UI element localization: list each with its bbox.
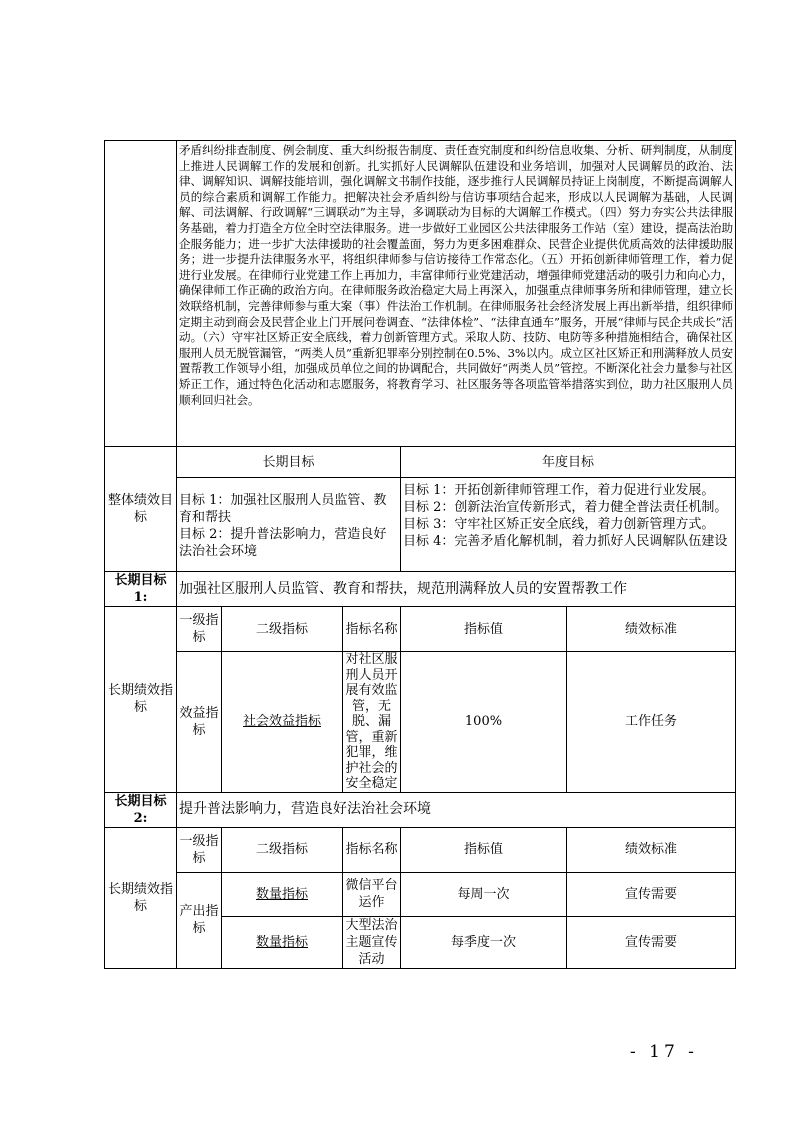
- header-level1: 一级指标: [177, 827, 222, 872]
- header-name: 指标名称: [343, 827, 401, 872]
- narrative-text: 矛盾纠纷排查制度、例会制度、重大纠纷报告制度、责任查究制度和纠纷信息收集、分析、研判制度，从制度上推进人民调解工作的发展和创新。扎实抓好人民调解队伍建设和业务培训，加强对人民调解员的政治、法律、调解知识、调解技能培训，强化调解文书制作技能，逐步推行人民调解员持证上岗制度，不断提高调解人员的综合素质和调解工作能力。把解决社会矛盾纠纷与信访事项结合起来，形成以人民调解为基础，人民调解、司法调解、行政调解“三调联动”为主导，多调联动为目标的大调解工作模式。（四）努力夯实公共法律服务基础，着力打造全方位全时空法律服务。进一步做好工业园区公共法律服务工作站（室）建设，提高法治助企服务能力；进一步扩大法律援助的社会覆盖面，努力为更多困难群众、民营企业提供优质高效的法律援助服务；进一步提升法律服务水平，将组织律师参与信访接待工作常态化。（五）开拓创新律师管理工作，着力促进行业发展。在律师行业党建工作上再加力，丰富律师行业党建活动，增强律师党建活动的吸引力和向心力，确保律师工作正确的政治方向。在律师服务政治稳定大局上再深入，加强重点律师事务所和律师管理，建立长效联络机制，完善律师参与重大案（事）件法治工作机制。在律师服务社会经济发展上再出新举措，组织律师定期主动到商会及民营企业上门开展问卷调查、“法律体检”、“法律直通车”服务，开展“律师与民企共成长”活动。（六）守牢社区矫正安全底线，着力创新管理方式。采取人防、技防、电防等多种措施相结合，确保社区服刑人员无脱管漏管，“两类人员”重新犯罪率分别控制在0.5%、3%以内。成立区社区矫正和刑满释放人员安置帮教工作领导小组，加强成员单位之间的协调配合，共同做好“两类人员”管控。不断深化社会力量参与社区矫正工作，通过特色化活动和志愿服务，将教育学习、社区服务等各项监管举措落实到位，助力社区服刑人员顺利回归社会。: [177, 141, 736, 447]
- performance-standard-cell: 宣传需要: [567, 916, 736, 968]
- header-level2: 二级指标: [222, 827, 343, 872]
- header-level2: 二级指标: [222, 607, 343, 652]
- performance-standard-cell: 工作任务: [567, 652, 736, 793]
- annual-goal-item: 目标 4：完善矛盾化解机制，着力抓好人民调解队伍建设: [403, 534, 728, 549]
- goal1-text: 加强社区服刑人员监管、教育和帮扶，规范刑满释放人员的安置帮教工作: [177, 572, 736, 607]
- annual-goal-item: 目标 3：守牢社区矫正安全底线，着力创新管理方式。: [403, 517, 715, 532]
- performance-table: [104, 140, 736, 969]
- header-value: 指标值: [401, 827, 567, 872]
- narrative-label-cell: [105, 141, 177, 447]
- indicator-name-cell: 对社区服刑人员开展有效监管，无脱、漏管，重新犯罪，维护社会的安全稳定: [343, 652, 401, 793]
- annual-goals-cell: [401, 478, 736, 572]
- header-level1: 一级指标: [177, 607, 222, 652]
- annual-goal-item: 目标 2：创新法治宣传新形式，着力健全普法责任机制。: [403, 500, 728, 515]
- indicator-name-cell: 大型法治主题宣传活动: [343, 916, 401, 968]
- indicator-name-cell: 微信平台运作: [343, 872, 401, 916]
- indicator-value-cell: 100%: [401, 652, 567, 793]
- long-term-goal-item: 目标 2：提升普法影响力，营造良好法治社会环境: [179, 527, 387, 559]
- overall-goal-label: 整体绩效目标: [105, 447, 177, 572]
- header-standard: 绩效标准: [567, 607, 736, 652]
- long-term-goal-item: 目标 1：加强社区服刑人员监管、教育和帮扶: [179, 493, 387, 525]
- long-term-goal-header: 长期目标: [177, 447, 401, 478]
- annual-goal-item: 目标 1：开拓创新律师管理工作，着力促进行业发展。: [403, 483, 715, 498]
- indicator-value-cell: 每季度一次: [401, 916, 567, 968]
- performance-standard-cell: 宣传需要: [567, 872, 736, 916]
- header-value: 指标值: [401, 607, 567, 652]
- long-term-goals-cell: [177, 478, 401, 572]
- goal1-title: 长期目标 1:: [105, 572, 177, 607]
- indicator-value-cell: 每周一次: [401, 872, 567, 916]
- page-number: - 17 -: [630, 1042, 698, 1062]
- goal2-text: 提升普法影响力，营造良好法治社会环境: [177, 792, 736, 827]
- goal1-section-label: 长期绩效指标: [105, 607, 177, 793]
- level2-cell: 数量指标: [222, 872, 343, 916]
- goal2-title: 长期目标 2:: [105, 792, 177, 827]
- level2-cell: 社会效益指标: [222, 652, 343, 793]
- level2-cell: 数量指标: [222, 916, 343, 968]
- header-name: 指标名称: [343, 607, 401, 652]
- level1-cell: 产出指标: [177, 872, 222, 968]
- annual-goal-header: 年度目标: [401, 447, 736, 478]
- header-standard: 绩效标准: [567, 827, 736, 872]
- goal2-section-label: 长期绩效指标: [105, 827, 177, 968]
- level1-cell: 效益指标: [177, 652, 222, 793]
